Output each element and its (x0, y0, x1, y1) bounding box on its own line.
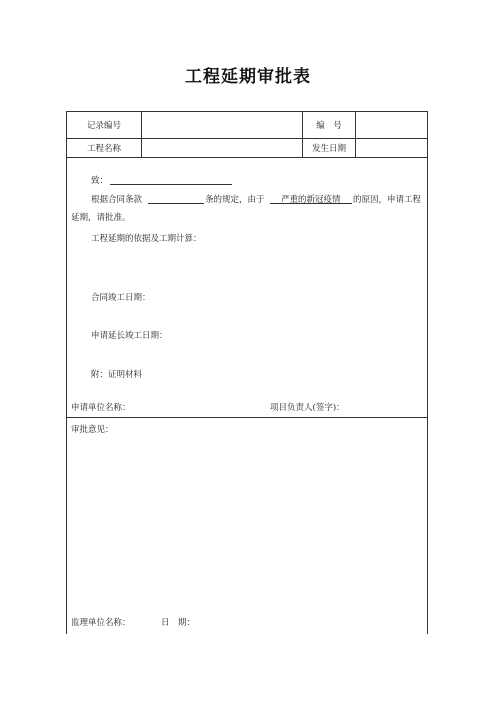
number-value[interactable] (356, 112, 428, 138)
project-name-value[interactable] (142, 139, 302, 157)
number-label: 编 号 (316, 121, 342, 131)
opinion-label: 审批意见： (71, 425, 114, 435)
to-recipient-blank[interactable] (110, 184, 232, 185)
supervision-unit-label: 监理单位名称： (71, 618, 131, 628)
approval-date-label: 日 期： (161, 618, 196, 628)
record-no-value[interactable] (142, 112, 302, 138)
row-divider (67, 157, 427, 158)
occur-date-value[interactable] (356, 139, 428, 157)
body-line2: 延期，请批准。 (71, 213, 131, 223)
basis-label: 工程延期的依据及工期计算： (91, 234, 202, 244)
project-name-label: 工程名称 (86, 144, 121, 154)
attachment-label: 附：证明材料 (91, 370, 143, 380)
reason-value[interactable]: 严重的新冠疫情 (281, 195, 341, 205)
reason-underline (270, 203, 352, 204)
section-divider (67, 417, 427, 418)
to-label: 致： (91, 176, 109, 186)
clause-number-blank[interactable] (148, 203, 204, 204)
occur-date-label: 发生日期 (311, 144, 346, 154)
record-no-label: 记录编号 (86, 121, 121, 131)
extended-completion-label: 申请延长竣工日期： (91, 331, 168, 341)
applicant-unit-label: 申请单位名称： (71, 403, 131, 413)
page-title: 工程延期审批表 (185, 67, 311, 87)
approval-form (66, 111, 428, 634)
body-suffix: 的原因，申请工程 (353, 195, 422, 205)
body-prefix: 根据合同条款 (91, 195, 143, 205)
contract-completion-label: 合同竣工日期： (91, 293, 151, 303)
project-manager-label: 项目负责人(签字)： (270, 403, 345, 413)
body-mid: 条的规定，由于 (205, 195, 265, 205)
